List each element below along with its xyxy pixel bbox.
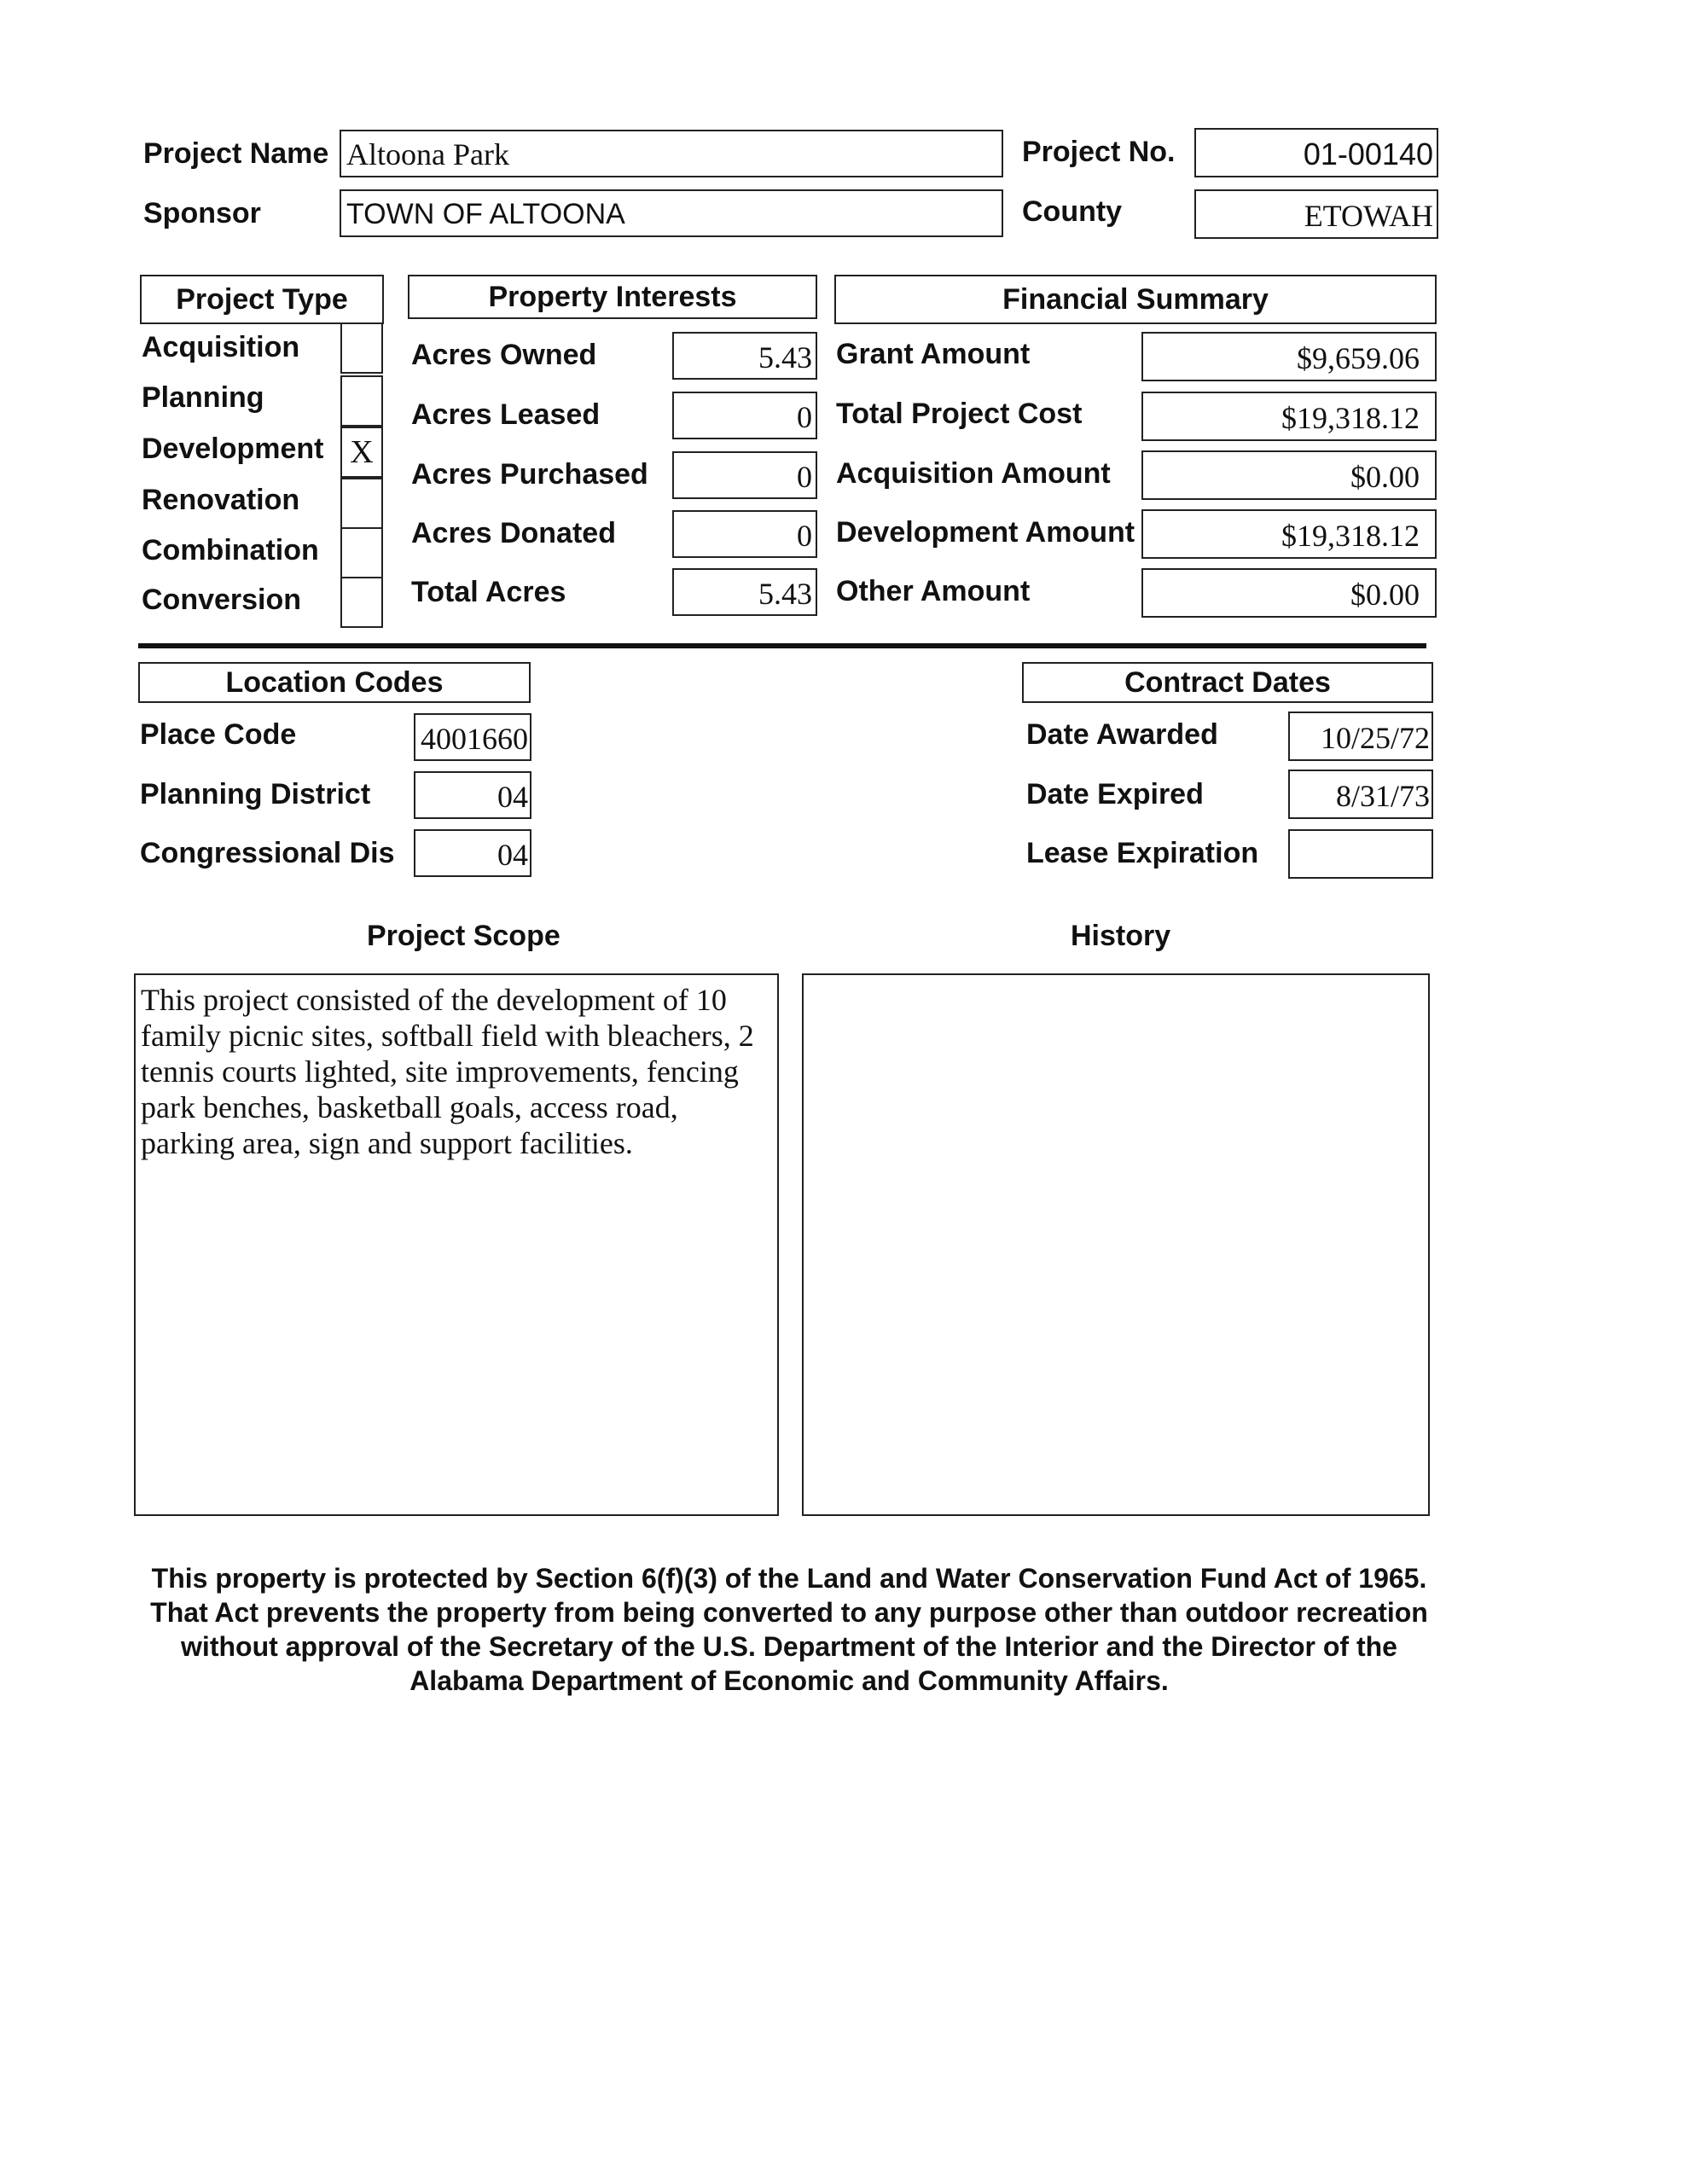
location-code-value: 4001660 <box>421 722 528 756</box>
project-type-checkbox[interactable]: X <box>340 427 383 478</box>
property-interest-field[interactable] <box>672 568 817 616</box>
county-field[interactable] <box>1194 189 1438 239</box>
contract-date-label: Date Awarded <box>1026 718 1218 751</box>
history-box[interactable] <box>802 973 1430 1516</box>
sponsor-value: TOWN OF ALTOONA <box>346 198 625 230</box>
county-label: County <box>1022 195 1123 228</box>
property-interest-label: Acres Donated <box>411 517 616 549</box>
project-type-checkbox[interactable] <box>340 322 383 374</box>
contract-date-label: Date Expired <box>1026 778 1204 810</box>
financial-label: Acquisition Amount <box>836 457 1111 490</box>
property-interest-value: 5.43 <box>758 577 812 611</box>
financial-value: $0.00 <box>1350 578 1420 612</box>
property-interest-label: Acres Leased <box>411 398 601 431</box>
project-type-checkbox[interactable] <box>340 577 383 628</box>
project-type-label: Acquisition <box>142 331 300 363</box>
contract-date-field[interactable] <box>1288 712 1433 761</box>
project-type-checkbox[interactable] <box>340 375 383 427</box>
location-code-value: 04 <box>497 780 528 814</box>
financial-label: Grant Amount <box>836 338 1031 370</box>
property-interest-field[interactable] <box>672 332 817 380</box>
project-type-checkbox[interactable] <box>340 478 383 529</box>
property-interest-field[interactable] <box>672 451 817 499</box>
project-type-label: Development <box>142 433 324 465</box>
location-code-field[interactable] <box>414 713 531 761</box>
project-name-value: Altoona Park <box>346 137 509 171</box>
financial-value: $9,659.06 <box>1297 341 1420 375</box>
project-scope-text: This project consisted of the development of 10 family picnic sites, softball field with bleachers, 2 tennis courts lighted, site improvements, fencing park benches, basketball goals, access road, parking area, sign and support facilities. <box>141 983 754 1160</box>
financial-field[interactable] <box>1141 450 1437 500</box>
property-interest-value: 0 <box>797 519 812 553</box>
property-interest-value: 5.43 <box>758 340 812 375</box>
project-scope-title: Project Scope <box>367 920 560 952</box>
history-title: History <box>1071 920 1171 952</box>
project-type-label: Planning <box>142 381 264 414</box>
sponsor-label: Sponsor <box>143 197 261 229</box>
contract-date-value: 10/25/72 <box>1320 721 1430 755</box>
financial-label: Development Amount <box>836 516 1135 549</box>
project-type-label: Combination <box>142 534 319 566</box>
project-no-value: 01-00140 <box>1303 136 1433 171</box>
financial-summary-header: Financial Summary <box>834 275 1437 324</box>
property-interest-value: 0 <box>797 460 812 494</box>
project-name-field[interactable] <box>340 130 1003 177</box>
contract-dates-header: Contract Dates <box>1022 662 1433 703</box>
property-interest-field[interactable] <box>672 510 817 558</box>
location-code-label: Planning District <box>140 778 371 810</box>
project-type-checkbox[interactable] <box>340 527 383 578</box>
project-type-header: Project Type <box>140 275 384 324</box>
location-code-field[interactable] <box>414 771 531 819</box>
financial-field[interactable] <box>1141 392 1437 441</box>
financial-label: Total Project Cost <box>836 398 1083 430</box>
project-name-label: Project Name <box>143 137 329 170</box>
property-interest-label: Total Acres <box>411 576 566 608</box>
location-code-label: Congressional Dis <box>140 837 395 869</box>
location-codes-header: Location Codes <box>138 662 531 703</box>
financial-field[interactable] <box>1141 332 1437 381</box>
property-interest-value: 0 <box>797 400 812 434</box>
project-type-label: Conversion <box>142 584 302 616</box>
property-interest-label: Acres Purchased <box>411 458 648 491</box>
contract-date-value: 8/31/73 <box>1335 779 1430 813</box>
financial-field[interactable] <box>1141 568 1437 618</box>
project-type-label: Renovation <box>142 484 300 516</box>
financial-value: $0.00 <box>1350 460 1420 494</box>
financial-field[interactable] <box>1141 509 1437 559</box>
location-code-label: Place Code <box>140 718 297 751</box>
project-no-field[interactable] <box>1194 128 1438 177</box>
project-no-label: Project No. <box>1022 136 1176 168</box>
sponsor-field[interactable] <box>340 189 1003 237</box>
contract-date-field[interactable] <box>1288 829 1433 879</box>
property-interests-header: Property Interests <box>408 275 817 319</box>
financial-value: $19,318.12 <box>1281 401 1420 435</box>
property-interest-label: Acres Owned <box>411 339 597 371</box>
protection-notice: This property is protected by Section 6(f)(3) of the Land and Water Conservation Fund Act of 1965. That Act prevents the property from being converted to any purpose other than outdoor recreation without approval of the Secretary of the U.S. Department of the Interior and the Director of the Alabama Department of Economic and Community Affairs. <box>150 1563 1428 1696</box>
contract-date-field[interactable] <box>1288 770 1433 819</box>
county-value: ETOWAH <box>1304 199 1433 233</box>
location-code-field[interactable] <box>414 829 531 877</box>
location-code-value: 04 <box>497 838 528 872</box>
section-divider <box>138 643 1426 648</box>
contract-date-label: Lease Expiration <box>1026 837 1259 869</box>
property-interest-field[interactable] <box>672 392 817 439</box>
financial-value: $19,318.12 <box>1281 519 1420 553</box>
financial-label: Other Amount <box>836 575 1031 607</box>
project-scope-box[interactable] <box>134 973 779 1516</box>
